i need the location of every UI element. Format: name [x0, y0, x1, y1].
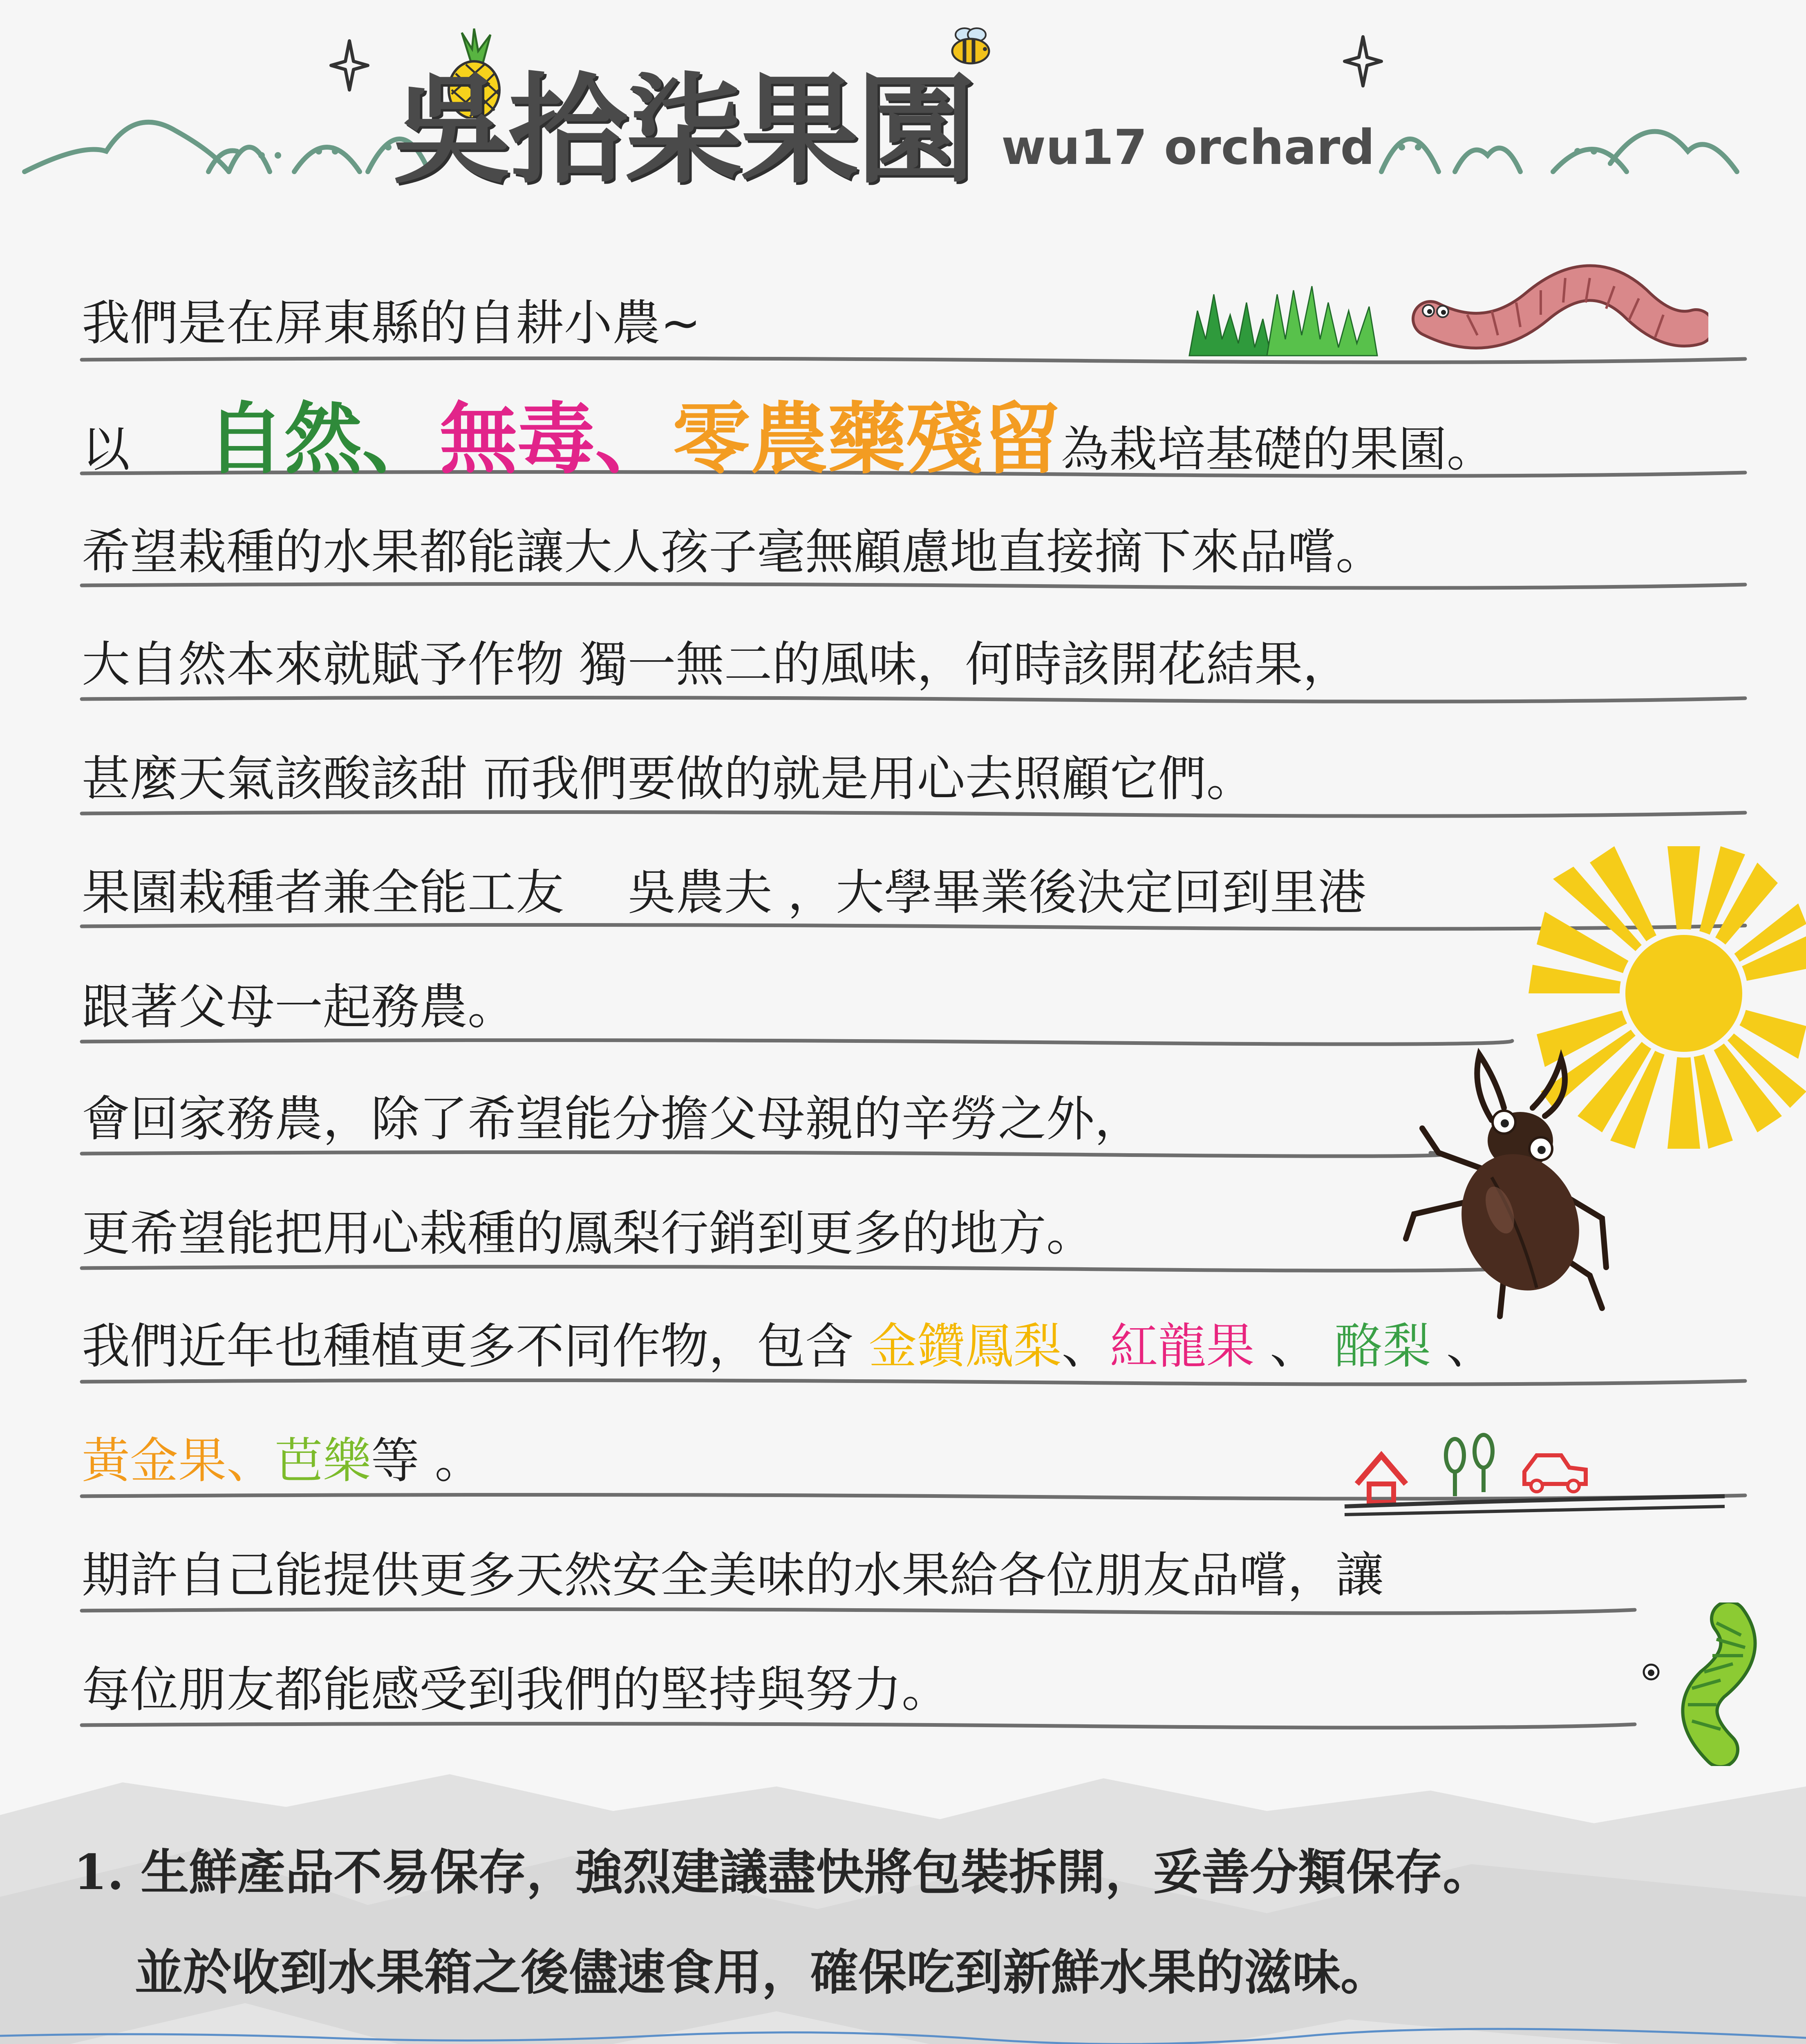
intro-line-2 — [82, 394, 1495, 484]
note-1-line-1: 1. 生鮮產品不易保存，強烈建議盡快將包裝拆開，妥善分類保存。 — [74, 1844, 1491, 1901]
crops-prefix: 我們近年也種植更多不同作物，包含 — [82, 1318, 869, 1374]
crop-guava: 芭樂 — [275, 1432, 371, 1489]
crop-golden-pineapple: 金鑽鳳梨 — [868, 1318, 1062, 1374]
intro-suffix: 為栽培基礎的果園。 — [1061, 421, 1495, 477]
highlight-no-pesticide: 零農藥殘留 — [672, 394, 1061, 484]
intro-line-4: 大自然本來就賦予作物 獨一無二的風味，何時該開花結果， — [82, 636, 1351, 693]
intro-line-11 — [82, 1430, 483, 1491]
intro-line-6: 果園栽種者兼全能工友 吳農夫 ，大學畢業後決定回到里港 — [82, 864, 1367, 921]
village-icon — [1341, 1423, 1733, 1521]
highlight-nontoxic: 無毒 — [439, 394, 595, 484]
separator: 、 — [1431, 1318, 1495, 1374]
page-title: 吳拾柒果園 — [392, 62, 973, 199]
intro-line-5: 甚麼天氣該酸該甜 而我們要做的就是用心去照顧它們。 — [82, 751, 1255, 807]
separator: 、 — [362, 394, 440, 484]
crop-avocado: 酪梨 — [1334, 1318, 1431, 1374]
intro-line-3: 希望栽種的水果都能讓大人孩子毫無顧慮地直接摘下來品嚐。 — [82, 524, 1384, 580]
caterpillar-icon — [1635, 1602, 1770, 1766]
intro-line-7: 跟著父母一起務農。 — [82, 979, 516, 1035]
intro-line-10 — [82, 1316, 1495, 1377]
separator: 、 — [1254, 1318, 1318, 1374]
separator: 、 — [595, 394, 673, 484]
beetle-icon — [1398, 1047, 1618, 1329]
intro-line-8: 會回家務農，除了希望能分擔父母親的辛勞之外， — [82, 1091, 1143, 1147]
separator: 、 — [226, 1432, 275, 1489]
crop-dragon-fruit: 紅龍果 — [1110, 1318, 1255, 1374]
crop-golden-fruit: 黃金果 — [82, 1432, 227, 1489]
page-subtitle: wu17 orchard — [1001, 119, 1375, 175]
separator: 、 — [1061, 1318, 1110, 1374]
notes-background — [0, 1774, 1806, 2044]
crops-suffix: 等 。 — [371, 1432, 483, 1489]
intro-line-13: 每位朋友都能感受到我們的堅持與努力。 — [82, 1661, 950, 1718]
grass-icon — [1185, 278, 1381, 360]
intro-line-9: 更希望能把用心栽種的鳳梨行銷到更多的地方。 — [82, 1205, 1095, 1262]
highlight-natural: 自然 — [206, 394, 362, 484]
worm-icon — [1406, 253, 1708, 356]
intro-line-12: 期許自己能提供更多天然安全美味的水果給各位朋友品嚐，讓 — [82, 1547, 1384, 1603]
sparkle-icon — [327, 37, 372, 94]
intro-line-1: 我們是在屏東縣的自耕小農~ — [82, 295, 701, 351]
sparkle-icon — [1341, 33, 1385, 90]
intro-prefix: 以 — [82, 421, 130, 477]
note-1-line-2: 並於收到水果箱之後儘速食用，確保吃到新鮮水果的滋味。 — [135, 1944, 1389, 2001]
